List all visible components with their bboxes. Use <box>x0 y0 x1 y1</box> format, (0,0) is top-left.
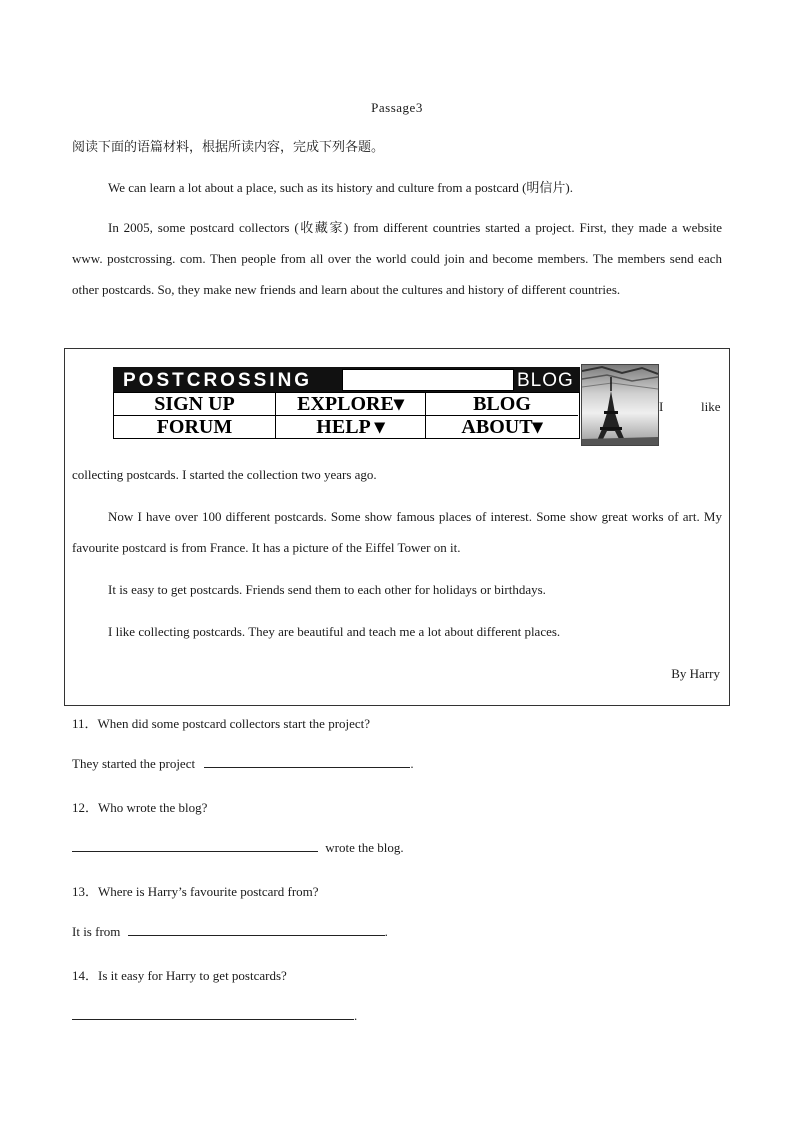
answer-13-prefix: It is from <box>72 924 121 939</box>
intro-paragraph: We can learn a lot about a place, such as its history and culture from a postcard (明信片). <box>108 180 573 195</box>
answer-11 <box>72 755 414 772</box>
question-13: 13．Where is Harry’s favourite postcard from? <box>72 884 319 899</box>
answer-13-blank[interactable] <box>128 923 385 936</box>
blog-paragraph-4: I like collecting postcards. They are beautiful and teach me a lot about different places. <box>108 624 561 639</box>
passage-title: Passage3 <box>371 100 423 115</box>
answer-11-prefix: They started the project <box>72 756 196 771</box>
menu-explore: EXPLORE▾ <box>276 393 426 415</box>
eiffel-tower-icon <box>582 365 658 445</box>
menu-about: ABOUT▾ <box>426 415 578 438</box>
menu-forum: FORUM <box>114 415 276 438</box>
blog-paragraph-3: It is easy to get postcards. Friends send them to each other for holidays or birthdays. <box>108 582 546 597</box>
menu-help: HELP ▾ <box>276 415 426 438</box>
eiffel-tower-photo <box>581 364 659 446</box>
answer-14-blank[interactable] <box>72 1007 354 1020</box>
answer-12-suffix: wrote the blog. <box>325 840 404 855</box>
question-14: 14．Is it easy for Harry to get postcards? <box>72 968 287 983</box>
blog-author: By Harry <box>671 666 720 681</box>
blog-word-i: I <box>659 399 664 414</box>
answer-11-suffix: . <box>410 756 414 771</box>
answer-13-suffix: . <box>384 924 388 939</box>
project-paragraph: In 2005, some postcard collectors (收藏家) from different countries started a project. First, they made a website www. postcrossing. com. Then people from all over the world could join and become members. The members send each other postcards. So, they make new friends and learn about the cultures and history of different countries. <box>72 220 722 297</box>
blog-line-1: collecting postcards. I started the collection two years ago. <box>72 467 377 482</box>
banner-blog-tag: BLOG <box>517 370 574 391</box>
answer-13 <box>72 923 388 940</box>
answer-14-suffix: . <box>354 1008 358 1023</box>
menu-sign-up: SIGN UP <box>114 393 276 415</box>
answer-12-blank[interactable] <box>72 839 318 852</box>
postcrossing-banner <box>113 367 580 437</box>
question-12: 12．Who wrote the blog? <box>72 800 208 815</box>
question-11: 11．When did some postcard collectors start the project? <box>72 716 371 731</box>
answer-14 <box>72 1007 357 1024</box>
banner-header <box>113 367 580 392</box>
answer-11-blank[interactable] <box>204 755 410 768</box>
banner-search-box <box>342 369 514 391</box>
menu-blog: BLOG <box>473 393 531 415</box>
postcrossing-logo: POSTCROSSING <box>123 370 313 391</box>
banner-menu-grid <box>113 392 580 439</box>
instruction: 阅读下面的语篇材料，根据所读内容，完成下列各题。 <box>72 140 385 155</box>
answer-12 <box>72 839 404 856</box>
blog-paragraph-2: Now I have over 100 different postcards. Some show famous places of interest. Some show great works of art. My favourite postcard is from France. It has a picture of the Eiffel Tower on it. <box>72 509 722 555</box>
blog-word-like: like <box>701 399 721 414</box>
